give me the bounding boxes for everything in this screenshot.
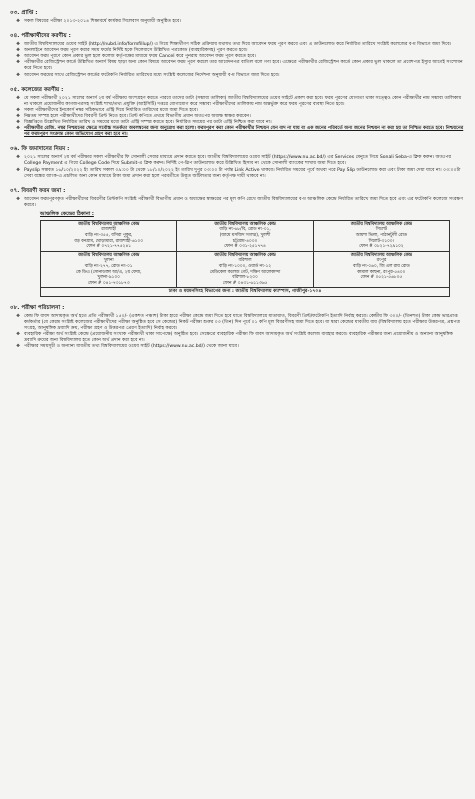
section-7-heading: ০৭. বিবরণী ফরম জমা : (10, 187, 66, 194)
list-item: ❖ পরীক্ষার্থীর রেজিস্ট্রেশন কার্ডে উল্লিখিত অনার্স বিষয় ছাড়া অন্য কোন বিষয়ে আবেদন ফরম পূরণ করলে তার আবেদনপত্র বাতিল বলে গণ্য হবে। এক্ষেত্রে পরীক্ষার্থীর রেজিস্ট্রেশন কার্ডে কোন প্রকার ভুল থাকলে তা প্রবেশপত্র ইস্যুর আগেই সংশোধন করে নিতে হবে। (16, 60, 463, 72)
diamond-bullet-icon: ❖ (16, 60, 21, 66)
diamond-bullet-icon: ❖ (16, 196, 21, 202)
regional-office-table (40, 220, 450, 297)
list-item: ❖ আবেদন ফরমপূরণকৃত পরীক্ষার্থীদের বিবরণীর প্রিন্টকপি সংশ্লিষ্ট পরীক্ষার্থী বিভাগীয় প্রধান ও অধ্যক্ষের স্বাক্ষরের পর মূল কপি রেখে জাতীয় বিশ্ববিদ্যালয়ের ব-ম আঞ্চলিক কেন্দ্রে নির্ধারিত তারিখে জমা দিতে হবে এবং এর ফটোকপি কলেজে সংরক্ষণ করবে। (16, 196, 463, 208)
list-item: ❖ অনলাইনে আবেদন ফরম পূরণ করার সময় ফর্মের নির্দিষ্ট ছকে সিলেবাসে উল্লিখিত পত্রকোড (ব্যবহারিকসহ) পূরণ করতে হবে। (16, 48, 248, 54)
diamond-bullet-icon: ❖ (16, 42, 21, 48)
diamond-bullet-icon: ❖ (16, 113, 21, 119)
regional-office-heading: আঞ্চলিক কেন্দ্রের ঠিকানা : (40, 210, 94, 217)
office-cell: জাতীয় বিশ্ববিদ্যালয় আঞ্চলিক কেন্দ্র সিলেট আয়শা ভিলা, পাঠানটুলী রোড সিলেট-৩১০০। ফোন # ০৮২১-৭২৯১০২ (313, 220, 449, 251)
diamond-bullet-icon: ❖ (16, 167, 21, 173)
list-item: ❖ আবেদন ফরম পূরণে কোন প্রকার ভুল হলে কলেজ কর্তৃপক্ষের মাধ্যমে ফরম Cancel করে পুনরায় আবেদন ফরম পূরণ করতে হবে। (16, 54, 257, 60)
office-footer: ঢাকা ও ময়মনসিংহ বিভাগের জন্য : জাতীয় বিশ্ববিদ্যালয় ক্যাম্পাস, গাজীপুর-১৭০৪ (41, 288, 450, 297)
list-item: ❖ Payslip সম্ভবত ১৬/১০/২০২২ ইং তারিখ সকাল ০৯:০০ টা থেকে ১৮/১০/২০২২ ইং তারিখ দুপুর ০৩:০০ টা পর্যন্ত Link Active থাকবে। নির্ধারিত সময়ের পূর্বে অথবা পরে Pay Slip ডাউনলোড করা এবং টাকা জমা দেয়া যাবে না। ০৩:০০টা সেবা বন্ধের ব্যাংক-এ প্রচলিত অন্য কোন মাধ্যমে টাকা জমা প্রদান করা হলে পরবর্তীতে উদ্ভূত জটিলতার জন্য কর্তৃপক্ষ দায়ী থাকবে না। (16, 167, 461, 179)
list-item: ❖ ব্যবহারিক পরীক্ষা অর্থ সংশ্লিষ্ট কেন্দ্রে (প্রয়োজনীয় সংখ্যক পরীক্ষার্থী থাকা সাপেক্ষে) অনুষ্ঠিত হবে। সেক্ষেত্রে ব্যবহারিক পরীক্ষা ফি বাবদ আদায়কৃত অর্থ সংশ্লিষ্ট কলেজ ব্যবহার করবে। ব্যবহারিক পরীক্ষার জন্য প্রয়োজনীয় ও অন্যান্য আনুষঙ্গিক দ্রব্যাদি ক্রয়ের জন্য বিশ্ববিদ্যালয় হতে কোন অর্থ প্রদান করা হবে না। (16, 332, 453, 344)
list-item: ❖ বিজ্ঞপ্তিতে উল্লেখিত নির্ধারিত তারিখ ও সময়ের মধ্যে ডাটা এন্ট্রি সম্পন্ন করতে হবে। নির্ধারিত সময়ের পর ডাটা এন্ট্রি নিশ্চিত করা যাবে না। (16, 120, 272, 126)
diamond-bullet-icon: ❖ (16, 107, 21, 113)
diamond-bullet-icon: ❖ (16, 314, 21, 319)
office-cell: জাতীয় বিশ্ববিদ্যালয় আঞ্চলিক কেন্দ্র রংপুর বাড়ি নং-০৬০, জি এল রায় রোড কামাল কাছনা, রংপুর-৫৪০০ ফোন # ০৫২১-৫৬৮০৫ (313, 251, 449, 288)
list-item: ❖ সকল পরীক্ষার্থীদের ইনকোর্স নম্বর সঠিকভাবে এন্ট্রি দিয়ে নির্ধারিত তারিখের মধ্যে জমা দিতে হবে। (16, 107, 198, 113)
list-item: ❖ ২০২১ সালের অনার্স ২য় বর্ষ পরীক্ষার সকল পরীক্ষার্থীর ফি সোনালী সেবার মাধ্যমে প্রদান করতে হবে। জাতীয় বিশ্ববিদ্যালয়ের ওয়েব সাইট (https://www.nu.ac.bd/) এর Services মেনুতে গিয়ে Sonali Seba-এ ক্লিক করুন। অতঃপর College Payment এ গিয়ে College Code দিয়ে Submit-এ ক্লিক করুন। নির্দিষ্ট পে-স্লিপ ডাউনলোড করে উল্লিখিত হিসাব নং থেকে সোনালী ব্যাংকের শাখায় জমা দিতে হবে। (16, 155, 452, 167)
list-item: ❖ জাতীয় বিশ্ববিদ্যালয়ের ওয়েব সাইট (http://nubd.info/formfillup/) এ গিয়ে শিক্ষার্থীগণ সঠিক প্রক্রিয়ায় যথাযথ তথ্য দিয়ে আবেদন ফরম পূরণ করবে এবং এ ডাউনলোড করে নির্ধারিত তারিখে সংশ্লিষ্ট কলেজের ব-ম বিভাগে জমা দিবে। (16, 42, 452, 48)
diamond-bullet-icon: ❖ (16, 126, 21, 132)
diamond-bullet-icon: ❖ (16, 19, 21, 24)
diamond-bullet-icon: ❖ (16, 332, 21, 338)
diamond-bullet-icon: ❖ (16, 48, 21, 54)
diamond-bullet-icon: ❖ (16, 120, 21, 126)
diamond-bullet-icon: ❖ (16, 54, 21, 60)
diamond-bullet-icon: ❖ (16, 72, 21, 78)
section-6-heading: ০৬. ফি জমাদানের নিয়ম : (10, 146, 70, 153)
office-cell: জাতীয় বিশ্ববিদ্যালয় আঞ্চলিক কেন্দ্র বাড়ি নং-৬৮/বি, রোড নং-০১, (জামে মসজিদ সংলগ্ন), খুলশী চট্টগ্রাম-৪০০০ ফোন # ০৩১-২৫১৭৭৪ (177, 220, 313, 251)
list-item: ❖ আবেদন ফরমের সাথে রেজিস্ট্রেশন কার্ডের ফটোকপি নির্ধারিত তারিখের মধ্যে সংশ্লিষ্ট কলেজের নির্দেশনা অনুযায়ী ব-ম বিভাগে জমা দিতে হবে। (16, 72, 280, 78)
office-cell: জাতীয় বিশ্ববিদ্যালয় আঞ্চলিক কেন্দ্র বরিশাল বাড়ি নং-১০০০, ওয়ার্ড নং-১২ মেডিকেল কলেজ গেট, দক্ষিণ আলেকান্দা বরিশাল-৮২০০ ফোন # ০৪৩১-৬১১৩৬৫ (177, 251, 313, 288)
list-item-emphasis: ❖ পরীক্ষার্থীর রেজি. নম্বর নিশ্চয়নের ক্ষেত্রে সর্বোচ্চ সতর্কতা অবলম্বনের জন্য অনুরোধ করা হলো। ফরমপূরণ করা কোন পরীক্ষার্থীর নিশ্চয়ন যেন বাদ না যায় বা এক জনের পরিবর্তে অন্য জনের নিশ্চয়ন না করা হয় তা নিশ্চিত করতে হবে। নিশ্চয়নের পর ফরমপূরণ সংক্রান্ত কোন অভিযোগ গ্রহণ করা হবে না। (16, 126, 464, 138)
list-item: ❖ কেন্দ্র ফি বাবদ আদায়কৃত অর্থ হতে প্রতি পরীক্ষার্থী ১৫০/- (একশত পঞ্চাশ) টাকা হারে পরীক্ষা কেন্দ্রে জমা দিতে হবে যাতে বিশ্ববিদ্যালয়ে যাতায়াত, বিবরণী প্রিন্ট/ফটোকপি ইত্যাদি নির্বাহ করবে। কেন্দ্রীয় ফি ৩০০/- (তিনশত) টাকা কেন্দ্র ভারপ্রাপ্ত কর্মকর্তার (যে কেন্দ্রে সংশ্লিষ্ট কলেজের পরীক্ষার্থীদের পরীক্ষা অনুষ্ঠিত হবে সে কেন্দ্রের) নিকট পরীক্ষা শুরুর ০৩ (তিন) দিন পূর্বে ০১ কপি মূল বিবরণীসহ জমা দিতে হবে। যা দ্বারা কেন্দ্রের যাবতীয় ব্যয় (বিশ্ববিদ্যালয় হতে পরীক্ষার উত্তরপত্র, প্রশ্নপত্র সংগ্রহ, আনুষঙ্গিক দ্রব্যাদি ক্রয়, পরীক্ষা গ্রহণ ও উত্তরপত্র প্রেরণ ইত্যাদি) নির্বাহ করবে। (16, 314, 460, 332)
section-3-heading: ০৩. প্রাপ্তি : (10, 10, 38, 16)
diamond-bullet-icon: ❖ (16, 155, 21, 161)
office-cell: জাতীয় বিশ্ববিদ্যালয় আঞ্চলিক কেন্দ্র খুলনা বাড়ি নং-২৭৭, রোড নং-০১ কে ডিএ (সোনাডাঙ্গা আ/এ, ২য় ফেজ, খুলনা-৯১০০ ফোন # ০৪১-৭৩১৮৭৩ (41, 251, 177, 288)
section-8-heading: ০৮. পরীক্ষা পরিচালনা : (10, 305, 65, 311)
list-item: ❖ যে সকল পরীক্ষার্থী ২০২১ সালের অনার্স ২য় বর্ষ পরীক্ষায় অংশগ্রহণ করতে পারবে তাদের ডাটা (সম্ভাব্য তালিকা) জাতীয় বিশ্ববিদ্যালয়ের ওয়েব সাইটে প্রকাশ করা হবে। ফরম পূরণের যোগ্যতা থাকা সত্ত্বেও কোন পরীক্ষার্থীর নাম সম্ভাব্য তালিকায় না থাকলে প্রয়োজনীয় কাগজপত্রসহ সংশ্লিষ্ট শাখা/তথ্য প্রযুক্তি (আইসিটি) দপ্তরে যোগাযোগ করে সম্ভাব্য পরীক্ষার্থীদের তালিকায় নাম অন্তর্ভুক্ত করে ফরম পূরণের ব্যবস্থা নিতে হবে। (16, 95, 462, 107)
list-item: ❖ পরীক্ষার সময়সূচী ও অন্যান্য যাবতীয় তথ্য বিশ্ববিদ্যালয়ের ওয়েব সাইট (https://www.nu.ac.bd/) থেকে জানা যাবে। (16, 344, 239, 350)
list-item: ❖ নিম্নতম সম্পন্ন হলে পরীক্ষার্থীদের বিবরণী প্রিন্ট নিতে হবে। প্রিন্ট কপিতে প্রথমে বিভাগীয় প্রধান অতঃপর অধ্যক্ষ স্বাক্ষর করবেন। (16, 113, 251, 119)
diamond-bullet-icon: ❖ (16, 344, 21, 350)
diamond-bullet-icon: ❖ (16, 95, 21, 101)
list-item: ❖ সকল বিষয়ের পরীক্ষা ২০১৩-২০১৪ শিক্ষাবর্ষে কার্যকর সিলেবাস অনুযায়ী অনুষ্ঠিত হবে। (16, 19, 181, 24)
section-5-heading: ০৫. কলেজের করণীয় : (10, 86, 64, 93)
section-4-heading: ০৪. পরীক্ষার্থীদের করণীয় : (10, 33, 71, 40)
office-cell: জাতীয় বিশ্ববিদ্যালয় আঞ্চলিক কেন্দ্র রাজশাহী বাড়ি নং-৩৫৫, বসিরা পুকুর, বড় বনগ্রাম, ঘোড়ামারা, রাজশাহী-৬১০০ ফোন # ০৭২১-৭৭৫২৪১ (41, 220, 177, 251)
